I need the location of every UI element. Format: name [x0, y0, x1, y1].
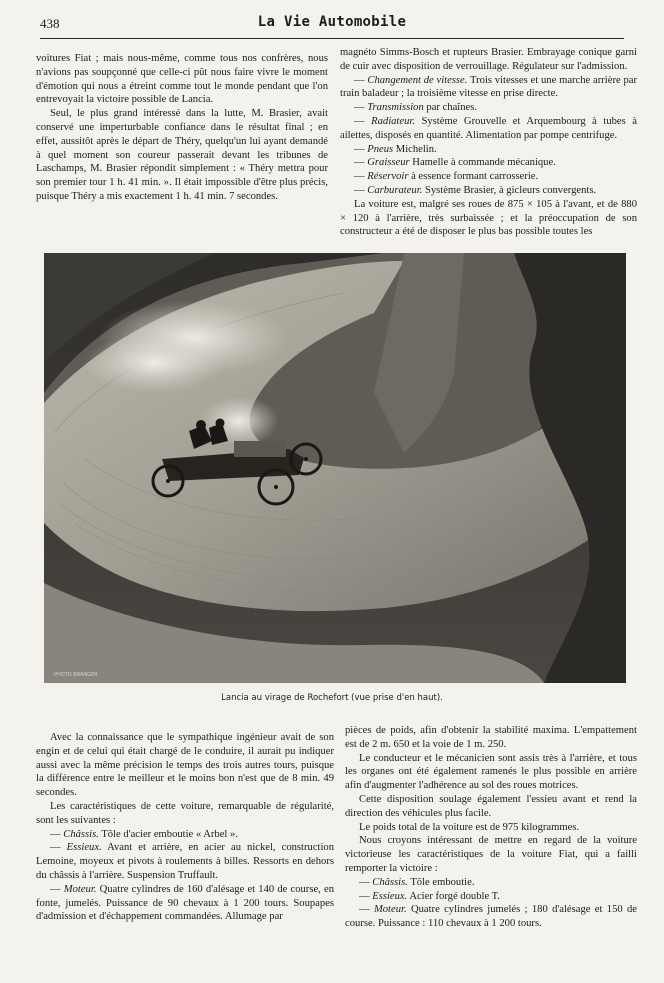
spec-text: Trois vitesses et une marche arrière par train baladeur ; la troisième vitesse en prise directe.: [340, 74, 637, 100]
spec-term: Moteur.: [373, 904, 407, 916]
spec-term: Châssis.: [372, 876, 408, 888]
paragraph: La voiture est, malgré ses roues de 875 × 105 à l'avant, et de 880 × 120 à l'arrière, très surbaissée ; et la préoccupation de son constructeur a été de disposer le plus bas possible toutes les: [340, 198, 637, 238]
spec-text: Tôle d'acier emboutie « Arbel ».: [98, 828, 238, 840]
paragraph: Avec la connaissance que le sympathique ingénieur avait de son engin et de celui qui était chargé de le conduire, il aurait pu indiquer aussi avec la même précision le temps des trois autres tours, puisque la différence entre le meilleur et le moins bon n'est que de 8 min. 49 secondes.: [36, 732, 334, 799]
race-photo-illustration: [44, 253, 626, 683]
spec-text: Quatre cylindres jumelés ; 180 d'alésage et 150 de course. Puissance : 110 chevaux à 1 200 tours.: [345, 904, 637, 930]
spec-text: Système Brasier, à gicleurs convergents.: [422, 184, 597, 196]
spec-term: Essieux.: [372, 890, 408, 902]
spec-text: Avant et arrière, en acier au nickel, construction Lemoine, moyeux et pivots à roulements à billes. Ressorts en dehors du châssis à l'arrière. Suspension Truffault.: [36, 842, 335, 881]
race-photograph: [44, 253, 626, 683]
column-top-left: [36, 52, 328, 204]
spec-item: — Essieux. Acier forgé double T.: [359, 890, 500, 902]
paragraph: Seul, le plus grand intéressé dans la lutte, M. Brasier, avait conservé une imperturbable confiance dans le résultat final ; en effet, aussitôt après le départ de Théry, quelqu'un lui ayant demandé à quel moment son coureur passerait devant les tribunes de Laschamps, M. Brasier répondit simplement : « Théry mettra pour son premier tour 1 h. 41 min. ». Il était impossible d'être plus précis, puisque Théry a mis exactement 1 h. 41 min. 7 secondes.: [36, 108, 328, 202]
spec-item: — Pneus Michelin.: [354, 143, 437, 155]
column-bottom-left: [36, 731, 334, 924]
spec-item: — Graisseur Hamelle à commande mécanique.: [354, 157, 556, 169]
spec-term: Réservoir: [367, 171, 409, 183]
spec-item: — Transmission par chaînes.: [354, 102, 478, 114]
spec-term: Changement de vitesse.: [367, 74, 468, 86]
paragraph: Cette disposition soulage également l'essieu avant et rend la direction des véhicules plus facile.: [345, 793, 637, 819]
spec-term: Châssis.: [63, 828, 99, 840]
header-rule: [40, 38, 624, 39]
paragraph: pièces de poids, afin d'obtenir la stabilité maxima. L'empattement est de 2 m. 650 et la voie de 1 m. 250.: [345, 725, 637, 750]
spec-text: à essence formant carrosserie.: [408, 171, 539, 183]
spec-text: Hamelle à commande mécanique.: [409, 157, 556, 169]
photo-credit: PHOTO BRANGER: [54, 672, 98, 678]
paragraph: Nous croyons intéressant de mettre en regard de la voiture victorieuse les caractéristiques de la voiture Fiat, qui a failli remporter la victoire :: [345, 835, 637, 874]
spec-term: Transmission: [367, 102, 424, 114]
spec-item: — Carburateur. Système Brasier, à gicleurs convergents.: [354, 184, 597, 196]
spec-term: Moteur.: [63, 883, 97, 895]
spec-item: — Radiateur. Système Grouvelle et Arquembourg à tubes à ailettes, disposés en quantité. Alimentation par pompe centrifuge.: [340, 115, 637, 141]
spec-item: — Moteur. Quatre cylindres jumelés ; 180 d'alésage et 150 de course. Puissance : 110 chevaux à 1 200 tours.: [345, 904, 637, 930]
spec-item: — Moteur. Quatre cylindres de 160 d'alésage et 140 de course, en fonte, jumelés. Puissance de 90 chevaux à 1 200 tours. Soupapes d'admission et d'échappement commandées. Allumage par: [36, 883, 334, 923]
paragraph: Le conducteur et le mécanicien sont assis très à l'arrière, et tous les organes ont été également ramenés le plus possible en arrière afin d'augmenter l'adhérence au sol des roues motrices.: [345, 752, 637, 792]
spec-item: — Châssis. Tôle emboutie.: [359, 876, 475, 888]
running-title: La Vie Automobile: [257, 14, 407, 30]
spec-item: — Essieux. Avant et arrière, en acier au nickel, construction Lemoine, moyeux et pivots à roulements à billes. Ressorts en dehors du châssis à l'arrière. Suspension Truffault.: [36, 842, 335, 881]
paragraph: voitures Fiat ; mais nous-même, comme tous nos confrères, nous n'avions pas soupçonné que celle-ci pût nous faire vivre le moment d'émotion qui nous a étreint comme tout le monde pendant que l'on entrevoyait la victoire possible de Lancia.: [36, 53, 328, 106]
page-header: [0, 0, 664, 40]
spec-term: Pneus: [367, 143, 394, 155]
paragraph: Les caractéristiques de cette voiture, remarquable de régularité, sont les suivantes :: [36, 800, 334, 826]
spec-term: Graisseur: [367, 157, 410, 169]
spec-item: — Châssis. Tôle d'acier emboutie « Arbel ».: [50, 828, 238, 840]
figure-caption: Lancia au virage de Rochefort (vue prise d'en haut).: [221, 693, 443, 703]
spec-text: Tôle emboutie.: [407, 876, 475, 888]
spec-term: Essieux.: [66, 842, 102, 854]
spec-text: Quatre cylindres de 160 d'alésage et 140 de course, en fonte, jumelés. Puissance de 90 chevaux à 1 200 tours. Soupapes d'admission et d'échappement commandées. Allumage par: [36, 883, 334, 923]
spec-term: Carburateur.: [367, 184, 423, 196]
spec-text: par chaînes.: [423, 102, 478, 114]
spec-text: Système Grouvelle et Arquembourg à tubes à ailettes, disposés en quantité. Alimentation par pompe centrifuge.: [340, 115, 637, 141]
column-top-right: [340, 46, 637, 239]
paragraph: magnéto Simms-Bosch et rupteurs Brasier. Embrayage conique garni de cuir avec disposition de verrouillage. Régulateur sur l'admission.: [340, 47, 637, 72]
spec-item: — Changement de vitesse. Trois vitesses et une marche arrière par train baladeur ; la troisième vitesse en prise directe.: [340, 74, 637, 100]
spec-item: — Réservoir à essence formant carrosserie.: [354, 171, 539, 183]
spec-text: Michelin.: [393, 143, 437, 155]
spec-text: Acier forgé double T.: [407, 890, 500, 902]
paragraph: Le poids total de la voiture est de 975 kilogrammes.: [359, 821, 580, 833]
page-number: 438: [40, 16, 60, 31]
spec-term: Radiateur.: [371, 115, 415, 127]
column-bottom-right: [345, 724, 637, 931]
